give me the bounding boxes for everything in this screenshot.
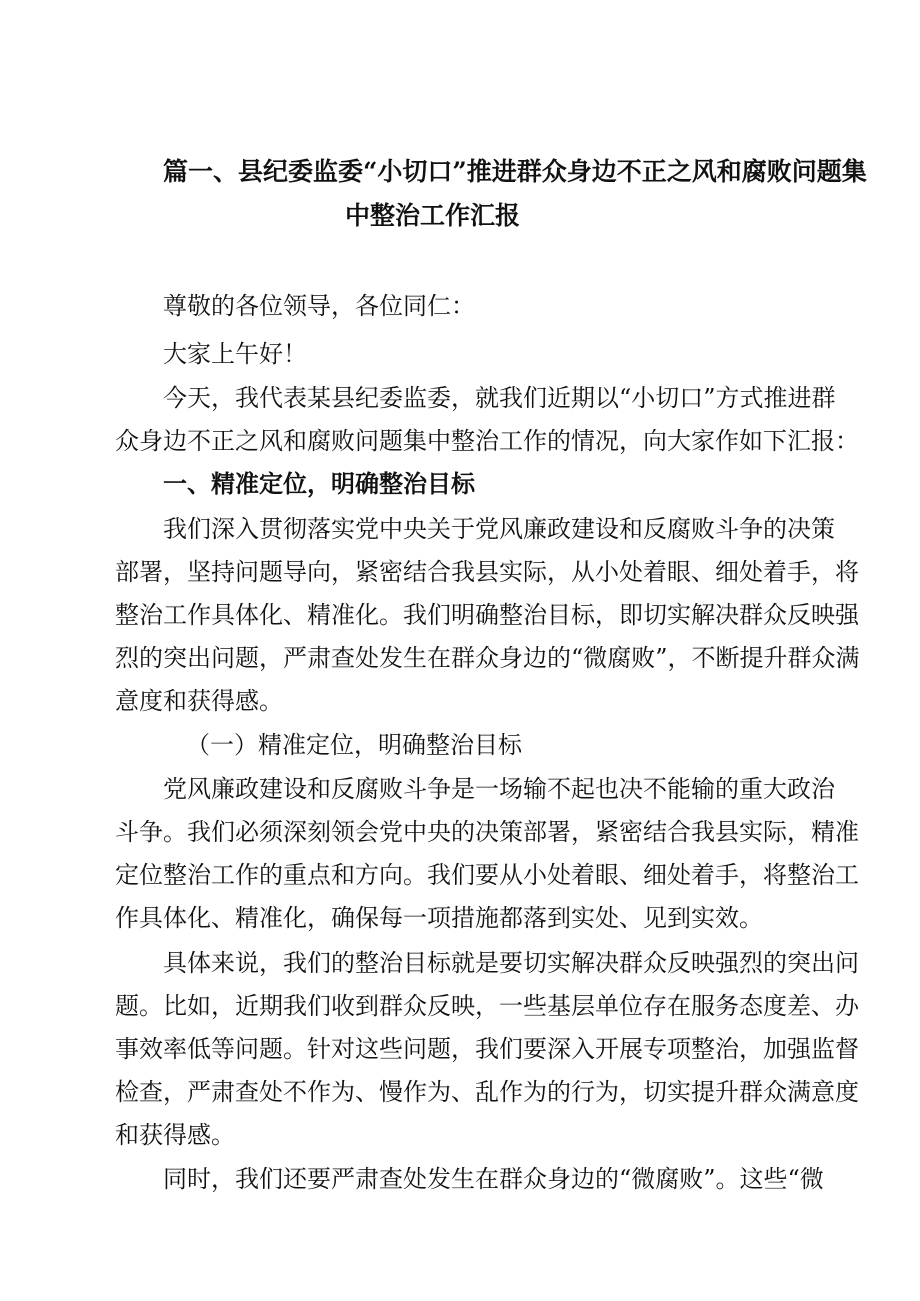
document-title-line-1: 篇一、县纪委监委“小切口”推进群众身边不正之风和腐败问题集: [163, 157, 867, 186]
paragraph-line: 定位整治工作的重点和方向。我们要从小处着眼、细处着手，将整治工: [115, 861, 859, 889]
paragraph-line: 同时，我们还要严肃查处发生在群众身边的“微腐败”。这些“微: [163, 1165, 824, 1193]
paragraph-line: 作具体化、精准化，确保每一项措施都落到实处、见到实效。: [115, 904, 763, 932]
paragraph-line: 和获得感。: [115, 1121, 235, 1149]
paragraph-line: 题。比如，近期我们收到群众反映，一些基层单位存在服务态度差、办: [115, 992, 859, 1020]
paragraph-line: 众身边不正之风和腐败问题集中整治工作的情况，向大家作如下汇报：: [115, 427, 859, 455]
paragraph-line: 我们深入贯彻落实党中央关于党风廉政建设和反腐败斗争的决策: [163, 515, 835, 543]
section-heading: 一、精准定位，明确整治目标: [163, 469, 475, 498]
paragraph-line: 部署，坚持问题导向，紧密结合我县实际，从小处着眼、细处着手，将: [115, 558, 859, 586]
paragraph-line: 检查，严肃查处不作为、慢作为、乱作为的行为，切实提升群众满意度: [115, 1078, 859, 1106]
paragraph-line: 意度和获得感。: [115, 687, 283, 715]
paragraph-line: 具体来说，我们的整治目标就是要切实解决群众反映强烈的突出问: [163, 949, 859, 977]
paragraph-line: 事效率低等问题。针对这些问题，我们要深入开展专项整治，加强监督: [115, 1035, 859, 1063]
paragraph-line: 党风廉政建设和反腐败斗争是一场输不起也决不能输的重大政治: [163, 775, 835, 803]
paragraph-line: 烈的突出问题，严肃查处发生在群众身边的“微腐败”，不断提升群众满: [115, 644, 860, 672]
subsection-heading: （一）精准定位，明确整治目标: [186, 731, 522, 759]
greeting: 大家上午好！: [163, 340, 307, 368]
salutation: 尊敬的各位领导，各位同仁：: [163, 292, 475, 320]
document-title-line-2: 中整治工作汇报: [345, 201, 521, 230]
paragraph-line: 今天，我代表某县纪委监委，就我们近期以“小切口”方式推进群: [163, 384, 836, 412]
paragraph-line: 整治工作具体化、精准化。我们明确整治目标，即切实解决群众反映强: [115, 601, 859, 629]
paragraph-line: 斗争。我们必须深刻领会党中央的决策部署，紧密结合我县实际，精准: [115, 818, 859, 846]
